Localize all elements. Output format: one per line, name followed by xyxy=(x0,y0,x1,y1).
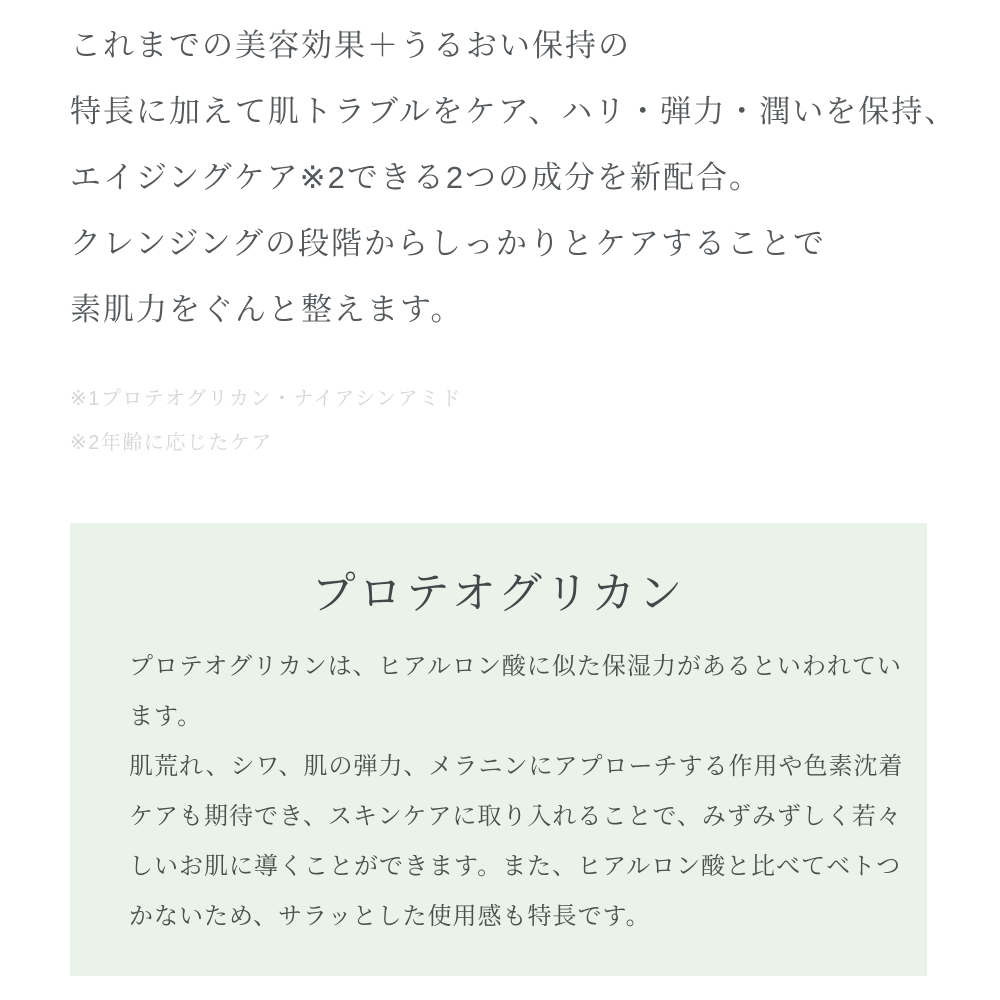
card-body-line: しいお肌に導くことができます。また、ヒアルロン酸と比べてベトつ xyxy=(129,853,902,880)
ingredient-card-title: プロテオグリカン xyxy=(311,569,686,618)
footnote-line: ※2年齢に応じたケア xyxy=(70,432,273,454)
card-body-line: かないため、サラッとした使用感も特長です。 xyxy=(129,903,651,930)
ingredient-card-body xyxy=(129,642,904,942)
footnotes xyxy=(70,377,970,465)
intro-line: エイジングケア※2できる2つの成分を新配合。 xyxy=(70,160,763,195)
intro-line: これまでの美容効果＋うるおい保持の xyxy=(70,28,631,63)
card-body-line: 肌荒れ、シワ、肌の弾力、メラニンにアプローチする作用や色素沈着 xyxy=(129,753,904,780)
footnote-line: ※1プロテオグリカン・ナイアシンアミド xyxy=(70,388,463,410)
intro-paragraph xyxy=(70,13,970,343)
ingredient-card xyxy=(70,523,927,976)
card-body-line: ケアも期待でき、スキンケアに取り入れることで、みずみずしく若々 xyxy=(129,803,902,830)
card-body-line: ます。 xyxy=(129,703,203,730)
intro-line: 特長に加えて肌トラブルをケア、ハリ・弾力・潤いを保持、 xyxy=(70,94,958,129)
intro-line: クレンジングの段階からしっかりとケアすることで xyxy=(70,226,827,261)
card-body-line: プロテオグリカンは、ヒアルロン酸に似た保湿力があるといわれてい xyxy=(129,653,902,680)
intro-line: 素肌力をぐんと整えます。 xyxy=(70,292,464,327)
